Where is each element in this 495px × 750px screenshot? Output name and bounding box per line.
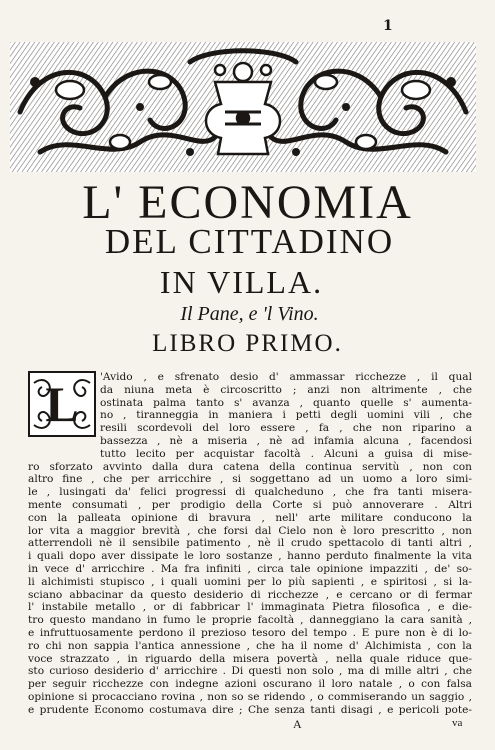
text-line: li alchimisti stupisco , i quali uomini per lo più sapienti , e spiritosi , si la-: [28, 575, 472, 588]
text-line: atterrendoli nè il sensibile patimento , nè il crudo spettacolo di tanti altri ,: [28, 537, 472, 550]
book-heading: LIBRO PRIMO.: [152, 330, 343, 357]
text-line: le , lusingati da' felici progressi di qualcheduno , che fra tanti misera-: [28, 486, 472, 499]
text-line: ostinata palma tanto s' avanza , quanto quelle s' aumenta-: [100, 396, 472, 409]
text-line: tro questo mandano in fumo le proprie facoltà , danneggiano la cara sanità ,: [28, 614, 472, 627]
text-line: 'Avido , e sfrenato desio d' ammassar ricchezze , il qual: [100, 371, 472, 383]
catchword: va: [452, 717, 463, 729]
text-line: tutto lecito per acquistar facoltà . Alcuni a guisa di mise-: [100, 447, 472, 460]
ornamental-headpiece: [10, 42, 476, 172]
text-line: da niuna meta è circoscritto ; anzi non altrimente , che: [100, 383, 472, 396]
text-line: bassezza , nè a miseria , nè ad infamia alcuna , facendosi: [100, 435, 472, 447]
text-line: opinione si procacciano rovina , non so se ridendo , o commiserando un saggio ,: [28, 691, 472, 703]
text-line: e prudente Economo costumava dire ; Che senza tanti disagi , e pericoli pote-: [28, 703, 472, 716]
title-economia: L' ECONOMIA: [82, 176, 413, 229]
text-line: ro chi non sappia l'antica annessione , che ha il nome d' Alchimista , con la: [28, 639, 472, 652]
title-cittadino: DEL CITTADINO: [104, 222, 395, 261]
text-line: ro sforzato avvinto dalla dura catena della continua servitù , non con: [28, 460, 472, 473]
text-line: mente consumati , per prodigio della Corte si può annoverare . Altri: [28, 499, 472, 511]
text-line: e infruttuosamente perdono il prezioso tesoro del tempo . E pure non è di lo-: [28, 627, 472, 639]
text-line: per seguir ricchezze con indegne azioni oscurano il loro natale , o con falsa: [28, 678, 472, 691]
decorated-initial: [28, 371, 96, 437]
subtitle-pane-vino: Il Pane, e 'l Vino.: [180, 303, 319, 325]
text-line: con la palleata opinione di bravura , nell' arte militare conducono la: [28, 511, 472, 524]
text-line: i quali dopo aver dissipate le loro sostanze , hanno perduto finalmente la vita: [28, 550, 472, 563]
signature-mark: A: [293, 717, 302, 731]
text-line: sto curioso desiderio d' arricchire . Di questi non solo , ma di mille altri , che: [28, 665, 472, 678]
initial-letter: L: [45, 376, 79, 432]
text-line: lor vita a maggior brevità , che forsi dal Cielo non è loro prescritto , non: [28, 524, 472, 537]
text-line: sciano abbacinar da questo desiderio di ricchezze , e cercano or di fermar: [28, 588, 472, 601]
text-line: no , tiranneggia in maniera i petti degli uomini vili , che: [100, 409, 472, 422]
text-line: l' instabile metallo , or di fabbricar l' immaginata Pietra filosofica , e die-: [28, 601, 472, 614]
text-line: resili scordevoli del loro essere , fa , che non riparino a: [100, 422, 472, 435]
title-in-villa: IN VILLA.: [159, 264, 324, 300]
text-line: voce strazzato , in riguardo della misera povertà , nella quale riduce que-: [28, 652, 472, 665]
text-line: altro fine , che per arricchire , si soggettano ad un uomo a loro simi-: [28, 473, 472, 486]
text-line: in vece d' arricchire . Ma fra infiniti , circa tale opinione impazziti , de' so-: [28, 563, 472, 575]
page-mark: 1: [383, 18, 393, 34]
